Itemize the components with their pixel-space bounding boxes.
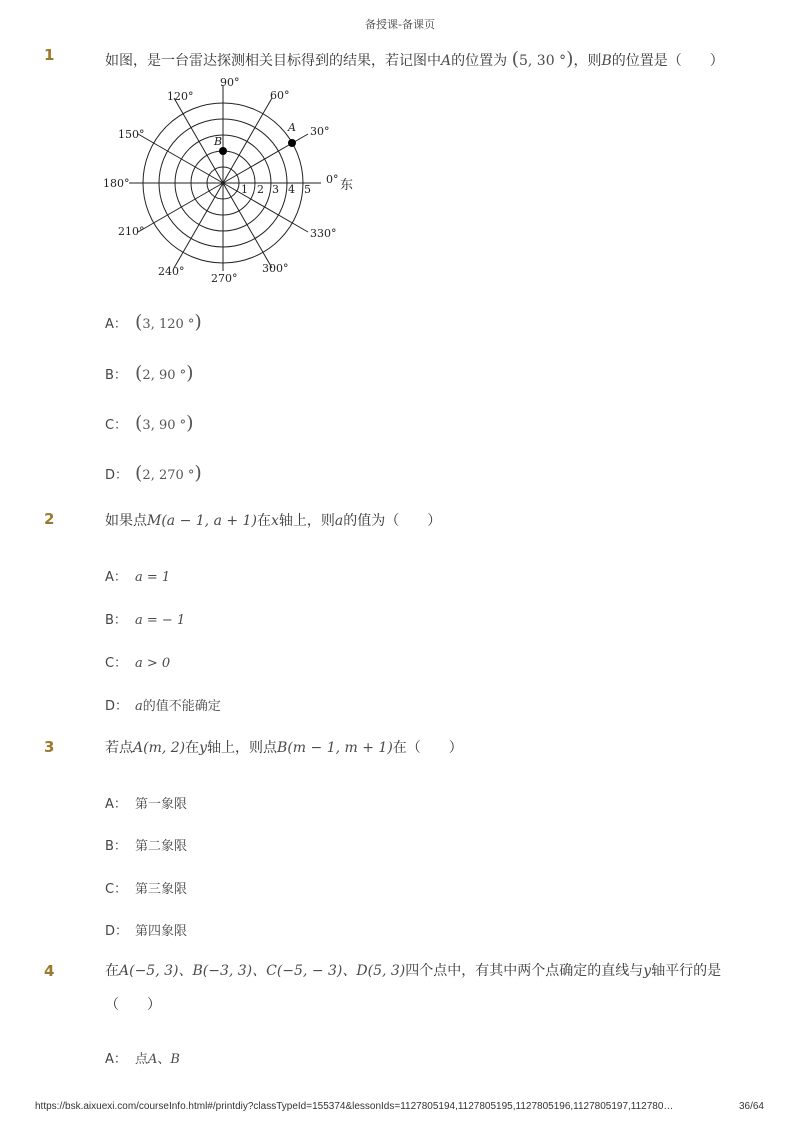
paren-left: ( bbox=[135, 412, 143, 434]
option-a[interactable] bbox=[105, 793, 187, 812]
angle-label-150: 150° bbox=[118, 128, 145, 141]
math-var: B bbox=[601, 53, 612, 69]
option-value: 点 bbox=[135, 1052, 149, 1067]
option-letter: B： bbox=[105, 613, 127, 628]
option-value: 第一象限 bbox=[135, 797, 188, 812]
question-text-part: 如果点 bbox=[105, 513, 147, 529]
radar-figure bbox=[100, 75, 365, 290]
angle-label-90: 90° bbox=[220, 76, 240, 89]
option-b[interactable] bbox=[105, 609, 185, 628]
angle-label-180: 180° bbox=[103, 177, 130, 190]
option-letter: B： bbox=[105, 839, 127, 854]
angle-label-120: 120° bbox=[167, 90, 194, 103]
option-c[interactable] bbox=[105, 878, 187, 897]
ray-330 bbox=[223, 183, 308, 232]
question-number: 3 bbox=[44, 738, 55, 756]
angle-label-60: 60° bbox=[270, 89, 290, 102]
math-expr: A(m, 2) bbox=[133, 740, 186, 756]
paren-left: ( bbox=[511, 48, 519, 70]
option-letter: C： bbox=[105, 656, 128, 671]
angle-label-330: 330° bbox=[310, 227, 337, 240]
question-text bbox=[105, 731, 463, 765]
option-d[interactable] bbox=[105, 920, 187, 939]
option-value: 3, 120 ° bbox=[142, 317, 195, 332]
angle-label-210: 210° bbox=[118, 225, 145, 238]
paren-right: ) bbox=[194, 311, 202, 333]
angle-label-240: 240° bbox=[158, 265, 185, 278]
option-sep: 、 bbox=[157, 1052, 171, 1067]
question-text-part: 的位置是（ ） bbox=[611, 53, 724, 69]
option-value: a > 0 bbox=[135, 656, 171, 671]
option-letter: D： bbox=[105, 699, 129, 714]
question-text-part: 在（ ） bbox=[392, 740, 463, 756]
paren-right: ) bbox=[194, 462, 202, 484]
option-d[interactable] bbox=[105, 695, 221, 714]
question-text bbox=[105, 42, 724, 78]
option-a[interactable] bbox=[105, 1048, 180, 1067]
option-value: 第二象限 bbox=[135, 839, 188, 854]
ray-60 bbox=[223, 98, 272, 183]
question-text-part: 轴上，则 bbox=[278, 513, 335, 529]
footer-page-number: 36/64 bbox=[738, 1101, 764, 1112]
point-b-dot bbox=[219, 147, 227, 155]
question-number: 1 bbox=[44, 46, 55, 64]
question-text-part: 四个点中，有其中两个点确定的直线与 bbox=[405, 963, 644, 979]
option-letter: A： bbox=[105, 1052, 127, 1067]
option-letter: A： bbox=[105, 317, 127, 332]
question-text bbox=[105, 504, 441, 538]
footer-url: https://bsk.aixuexi.com/courseInfo.html#/printdiy?classTypeId=155374&lessonIds=1127805194,1127805195,1127805196,1127805197,112780… bbox=[35, 1101, 674, 1112]
math-coord: 5, 30 ° bbox=[519, 53, 567, 69]
math-var: a bbox=[334, 513, 344, 529]
question-text bbox=[105, 954, 721, 988]
math-expr: M(a − 1, a + 1) bbox=[147, 513, 257, 529]
question-text-line2: （ ） bbox=[105, 997, 161, 1013]
ray-150 bbox=[138, 134, 223, 183]
paren-left: ( bbox=[135, 362, 143, 384]
math-expr: A(−5, 3)、B(−3, 3)、C(−5, − 3)、D(5, 3) bbox=[119, 963, 406, 979]
question-number: 4 bbox=[44, 962, 55, 980]
option-b[interactable] bbox=[105, 835, 187, 854]
option-letter: C： bbox=[105, 882, 128, 897]
ray-210 bbox=[138, 183, 223, 232]
option-b[interactable] bbox=[105, 362, 194, 384]
question-text-part: 轴上，则点 bbox=[207, 740, 278, 756]
angle-label-270: 270° bbox=[211, 272, 238, 285]
question-text-part: 在 bbox=[105, 963, 119, 979]
question-number: 2 bbox=[44, 510, 55, 528]
ring-label-4: 4 bbox=[288, 183, 295, 196]
question-text-part: 的位置为 bbox=[451, 53, 508, 69]
question-text-part: ，则 bbox=[573, 53, 602, 69]
option-a[interactable] bbox=[105, 311, 202, 333]
option-var: a bbox=[135, 699, 143, 714]
math-expr: B(m − 1, m + 1) bbox=[277, 740, 393, 756]
option-letter: B： bbox=[105, 368, 127, 383]
question-text-part: 的值为（ ） bbox=[343, 513, 442, 529]
option-letter: D： bbox=[105, 468, 129, 483]
east-label: 东 bbox=[340, 178, 354, 193]
question-text-part: 轴平行的是 bbox=[651, 963, 722, 979]
angle-label-30: 30° bbox=[310, 125, 330, 138]
radar-rays bbox=[129, 85, 321, 271]
page-header: 备授课-备课页 bbox=[365, 18, 435, 31]
math-var: x bbox=[270, 513, 279, 529]
question-text-part: 若点 bbox=[105, 740, 133, 756]
math-var: B bbox=[170, 1052, 180, 1067]
option-value: a = 1 bbox=[135, 570, 171, 585]
option-letter: A： bbox=[105, 797, 127, 812]
math-var: A bbox=[148, 1052, 158, 1067]
option-c[interactable] bbox=[105, 412, 194, 434]
option-value: 第四象限 bbox=[135, 924, 188, 939]
option-a[interactable] bbox=[105, 566, 170, 585]
math-var: A bbox=[441, 53, 452, 69]
ring-label-5: 5 bbox=[304, 183, 311, 196]
option-letter: A： bbox=[105, 570, 127, 585]
option-value: 的值不能确定 bbox=[142, 699, 221, 714]
angle-label-0: 0° bbox=[326, 173, 339, 186]
option-letter: C： bbox=[105, 418, 128, 433]
ring-label-3: 3 bbox=[272, 183, 279, 196]
option-c[interactable] bbox=[105, 652, 170, 671]
paren-left: ( bbox=[135, 462, 143, 484]
question-text-part: 在 bbox=[185, 740, 200, 756]
point-a-label: A bbox=[288, 121, 296, 134]
option-letter: D： bbox=[105, 924, 129, 939]
paren-left: ( bbox=[135, 311, 143, 333]
option-value: 3, 90 ° bbox=[142, 418, 187, 433]
paren-right: ) bbox=[566, 48, 574, 70]
angle-label-300: 300° bbox=[262, 262, 289, 275]
ring-label-2: 2 bbox=[257, 183, 264, 196]
option-value: a = − 1 bbox=[135, 613, 186, 628]
option-value: 2, 90 ° bbox=[142, 368, 187, 383]
ring-label-1: 1 bbox=[241, 183, 248, 196]
option-value: 2, 270 ° bbox=[142, 468, 195, 483]
ray-240 bbox=[174, 183, 223, 268]
math-var: y bbox=[199, 740, 208, 756]
paren-right: ) bbox=[186, 412, 194, 434]
math-var: y bbox=[643, 963, 652, 979]
point-b-label: B bbox=[214, 135, 223, 148]
option-d[interactable] bbox=[105, 462, 202, 484]
question-text-part: 如图，是一台雷达探测相关目标得到的结果，若记图中 bbox=[105, 53, 441, 69]
option-value: 第三象限 bbox=[135, 882, 188, 897]
point-a-dot bbox=[288, 139, 296, 147]
question-text-part: 在 bbox=[256, 513, 271, 529]
paren-right: ) bbox=[186, 362, 194, 384]
